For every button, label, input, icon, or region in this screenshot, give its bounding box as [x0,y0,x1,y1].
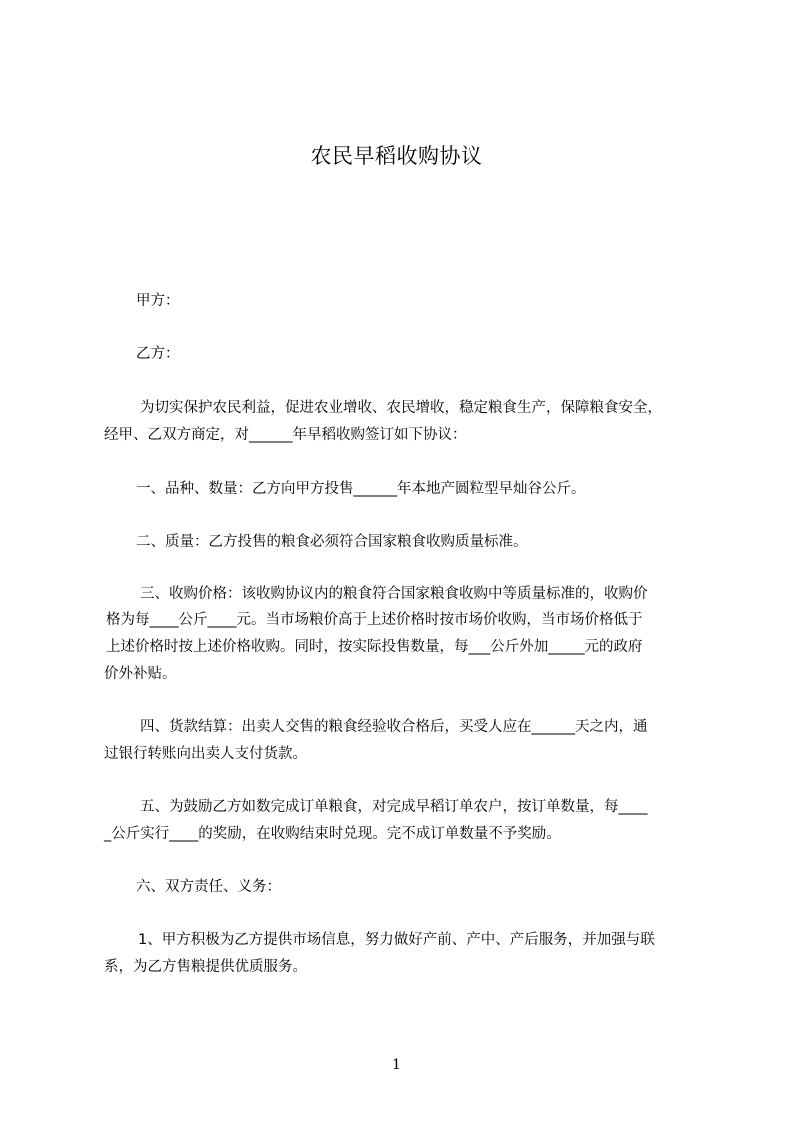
clause-6-1-line-2: 系，为乙方售粮提供优质服务。 [104,959,307,975]
clause-5-line-2: _公斤实行____的奖励，在收购结束时兑现。完不成订单数量不予奖励。 [104,826,561,842]
party-b-label: 乙方： [136,346,180,362]
clause-6: 六、双方责任、义务： [136,879,281,895]
party-a-label: 甲方： [136,293,180,309]
clause-3-line-2: 格为每____公斤____元。当市场粮价高于上述价格时按市场价收购，当市场价格低于 [106,612,643,628]
preamble-line-1: 为切实保护农民利益，促进农业增收、农民增收，稳定粮食生产，保障粮食安全， [140,400,662,416]
clause-3-line-4: 价外补贴。 [104,666,177,682]
clause-6-1-line-1: 1、甲方积极为乙方提供市场信息，努力做好产前、产中、产后服务，并加强与联 [138,932,655,948]
page-number: 1 [392,1057,401,1073]
clause-5-line-1: 五、为鼓励乙方如数完成订单粮食，对完成早稻订单农户，按订单数量，每____ [140,799,648,815]
clause-4-line-1: 四、货款结算：出卖人交售的粮食经验收合格后，买受人应在______天之内，通 [140,719,648,735]
clause-3-line-3: 上述价格时按上述价格收购。同时，按实际投售数量，每___公斤外加_____元的政府 [106,639,643,655]
preamble-line-2: 经甲、乙双方商定，对______年早稻收购签订如下协议： [104,427,467,443]
clause-1: 一、品种、数量：乙方向甲方投售______年本地产圆粒型早灿谷公斤。 [136,481,586,497]
clause-2: 二、质量：乙方投售的粮食必须符合国家粮食收购质量标准。 [136,534,528,550]
clause-4-line-2: 过银行转账向出卖人支付货款。 [104,746,307,762]
clause-3-line-1: 三、收购价格：该收购协议内的粮食符合国家粮食收购中等质量标准的，收购价 [140,586,648,602]
document-title: 农民早稻收购协议 [310,144,483,168]
